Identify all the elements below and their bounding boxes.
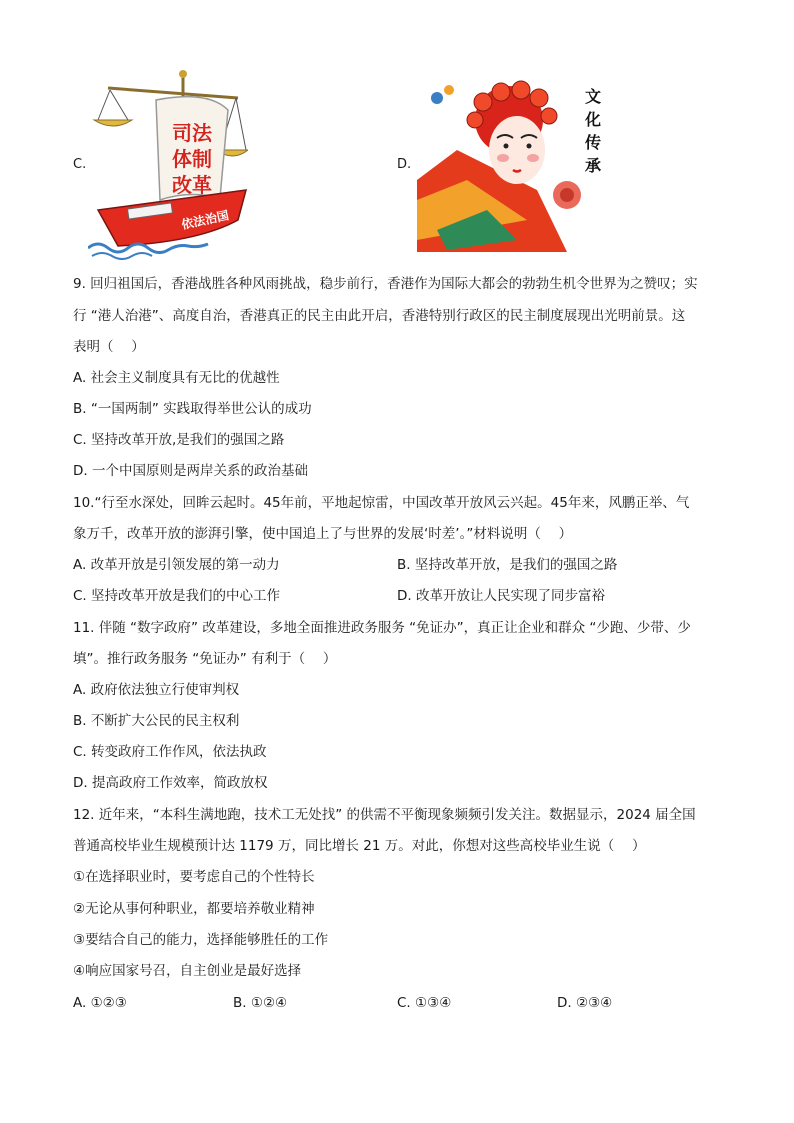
q12-option-c[interactable]: C. ①③④ (397, 995, 452, 1011)
sail-text-2: 体制 (172, 147, 212, 171)
q12-statement-4: ④响应国家号召，自主创业是最好选择 (73, 963, 302, 979)
q9-stem-line-3: 表明（ ） (73, 339, 145, 355)
q10-option-c[interactable]: C. 坚持改革开放是我们的中心工作 (73, 588, 281, 604)
caption-char-2: 化 (584, 110, 602, 129)
face (489, 116, 545, 184)
q11-stem-line-1: 11. 伴随 “数字政府” 改革建设，多地全面推进政务服务 “免证办”，真正让企业和群众 “少跑、少带、少 (73, 620, 691, 636)
q9-option-b[interactable]: B. “一国两制” 实践取得举世公认的成功 (73, 401, 312, 417)
q12-option-a[interactable]: A. ①②③ (73, 995, 127, 1011)
q9-option-c[interactable]: C. 坚持改革开放,是我们的强国之路 (73, 432, 285, 448)
q10-stem-line-2: 象万千，改革开放的澎湃引擎，使中国追上了与世界的发展‘时差’。”材料说明（ ） (73, 526, 573, 542)
q11-stem-line-2: 填”。推行政务服务 “免证办” 有利于（ ） (73, 651, 337, 667)
sail-text-3: 改革 (172, 173, 212, 197)
q9-option-d[interactable]: D. 一个中国原则是两岸关系的政治基础 (73, 463, 308, 479)
q12-stem-line-2: 普通高校毕业生规模预计达 1179 万，同比增长 21 万。对此，你想对这些高校毕业生说（ ） (73, 838, 646, 854)
q11-option-c[interactable]: C. 转变政府工作作风，依法执政 (73, 744, 267, 760)
q12-statement-2: ②无论从事何种职业，都要培养敬业精神 (73, 901, 315, 917)
q10-option-b[interactable]: B. 坚持改革开放，是我们的强国之路 (397, 557, 618, 573)
waves (88, 244, 208, 253)
opera-culture-image (417, 80, 613, 252)
sail-text-1: 司法 (172, 121, 212, 145)
q9-stem-line-2: 行 “港人治港”、高度自治，香港真正的民主由此开启，香港特别行政区的民主制度展现出光明前景。这 (73, 308, 686, 324)
option-c-label: C. (73, 157, 87, 172)
q12-stem-line-1: 12. 近年来，“本科生满地跑，技术工无处找” 的供需不平衡现象频频引发关注。数据显示，2024 届全国 (73, 807, 696, 823)
q10-stem-line-1: 10.“行至水深处，回眸云起时。45年前，平地起惊雷，中国改革开放风云兴起。45年来，风鹏正举、气 (73, 495, 690, 511)
q9-stem-line-1: 9. 回归祖国后，香港战胜各种风雨挑战，稳步前行，香港作为国际大都会的勃勃生机令世界为之赞叹；实 (73, 276, 698, 292)
q11-option-a[interactable]: A. 政府依法独立行使审判权 (73, 682, 240, 698)
q11-option-d[interactable]: D. 提高政府工作效率，简政放权 (73, 775, 268, 791)
caption-char-4: 承 (584, 156, 602, 175)
caption-char-1: 文 (584, 87, 602, 106)
q10-option-d[interactable]: D. 改革开放让人民实现了同步富裕 (397, 588, 605, 604)
q11-option-b[interactable]: B. 不断扩大公民的民主权利 (73, 713, 240, 729)
q12-option-b[interactable]: B. ①②④ (233, 995, 288, 1011)
q12-statement-3: ③要结合自己的能力，选择能够胜任的工作 (73, 932, 329, 948)
judicial-reform-ship-image (88, 70, 248, 260)
q10-option-a[interactable]: A. 改革开放是引领发展的第一动力 (73, 557, 280, 573)
q12-option-d[interactable]: D. ②③④ (557, 995, 613, 1011)
q12-statement-1: ①在选择职业时，要考虑自己的个性特长 (73, 869, 315, 885)
caption-char-3: 传 (584, 133, 602, 152)
option-d-label: D. (397, 157, 412, 172)
q9-option-a[interactable]: A. 社会主义制度具有无比的优越性 (73, 370, 280, 386)
hull-text: 依法治国 (180, 208, 231, 232)
